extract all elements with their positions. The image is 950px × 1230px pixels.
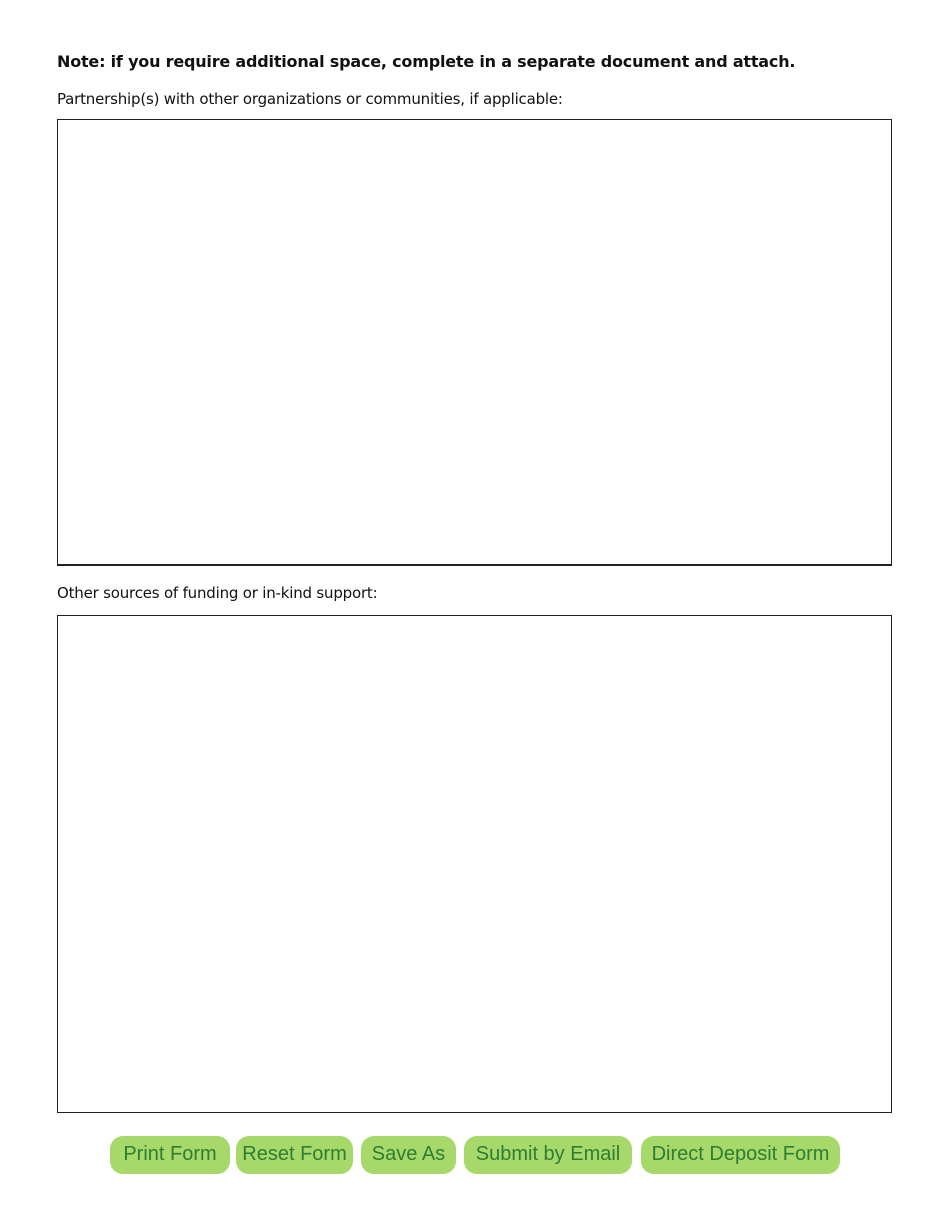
other-funding-field[interactable]: [57, 615, 892, 1113]
additional-space-note: Note: if you require additional space, complete in a separate document and attach.: [57, 52, 796, 71]
print-form-button[interactable]: Print Form: [110, 1136, 230, 1174]
save-as-button[interactable]: Save As: [361, 1136, 456, 1174]
reset-form-button[interactable]: Reset Form: [236, 1136, 353, 1174]
direct-deposit-form-button[interactable]: Direct Deposit Form: [641, 1136, 840, 1174]
partnerships-label: Partnership(s) with other organizations or communities, if applicable:: [57, 90, 563, 108]
form-action-buttons: [0, 1136, 950, 1174]
partnerships-field[interactable]: [57, 119, 892, 566]
other-funding-label: Other sources of funding or in-kind support:: [57, 584, 378, 602]
submit-by-email-button[interactable]: Submit by Email: [464, 1136, 632, 1174]
